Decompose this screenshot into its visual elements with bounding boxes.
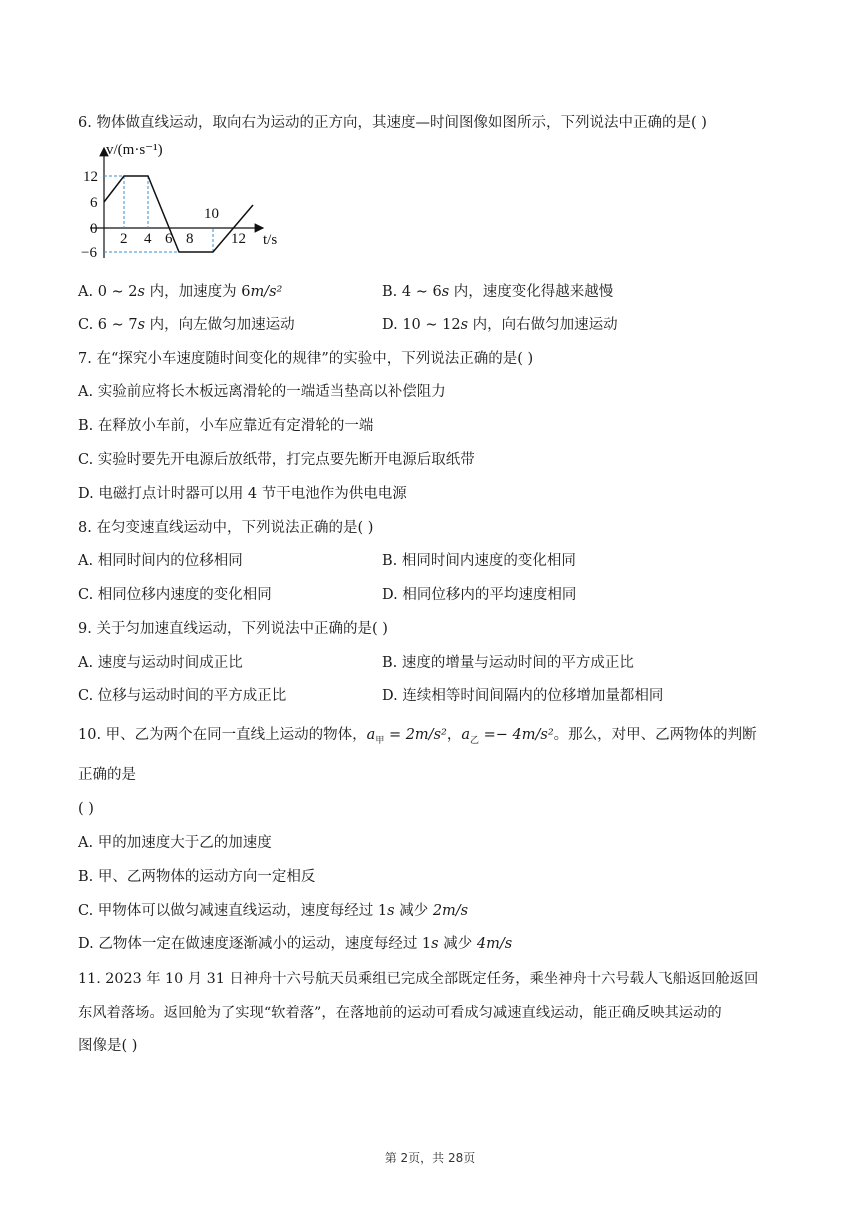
q8-option-d[interactable]: D. 相同位移内的平均速度相同 — [382, 587, 577, 603]
x-axis-label: t/s — [263, 232, 278, 248]
q7-stem: 7. 在“探究小车速度随时间变化的规律”的实验中，下列说法正确的是( ) — [78, 351, 534, 367]
q10-paren: ( ) — [78, 801, 94, 817]
q11-line1: 11. 2023 年 10 月 31 日神舟十六号航天员乘组已完成全部既定任务，乘坐神舟十六号载人飞船返回舱返回 — [78, 971, 759, 987]
q9-option-d[interactable]: D. 连续相等时间间隔内的位移增加量都相同 — [382, 688, 664, 704]
q8-stem: 8. 在匀变速直线运动中，下列说法正确的是( ) — [78, 520, 374, 536]
y-tick-12: 12 — [83, 169, 98, 185]
q9-stem: 9. 关于匀加速直线运动，下列说法中正确的是( ) — [78, 621, 388, 637]
x-tick-6: 6 — [165, 231, 173, 247]
q7-option-d[interactable]: D. 电磁打点计时器可以用 4 节干电池作为供电电源 — [78, 486, 407, 502]
q8-option-a[interactable]: A. 相同时间内的位移相同 — [78, 553, 243, 569]
q10-stem: 10. 甲、乙为两个在同一直线上运动的物体，$a_甲 = 2m/s^2$，$a_乙 =- 4m/s^2$。那么，对甲、乙两物体的判断 — [78, 727, 757, 746]
q11-line3: 图像是( ) — [78, 1038, 138, 1054]
q6-option-b[interactable]: B. 4 ∼ 6s 内，速度变化得越来越慢 — [382, 284, 614, 300]
x-tick-2: 2 — [120, 231, 128, 247]
q6-stem: 6. 物体做直线运动，取向右为运动的正方向，其速度—时间图像如图所示，下列说法中正确的是( ) — [78, 115, 707, 131]
q7-option-b[interactable]: B. 在释放小车前，小车应靠近有定滑轮的一端 — [78, 418, 374, 434]
q6-option-a[interactable]: A. 0 ∼ 2s 内，加速度为 6m/s² — [78, 284, 283, 300]
y-tick-neg6: −6 — [81, 245, 97, 261]
page-footer: 第 2页，共 28页 — [384, 1151, 476, 1165]
q6-option-c[interactable]: C. 6 ∼ 7s 内，向左做匀加速运动 — [78, 317, 295, 333]
q7-option-c[interactable]: C. 实验时要先开电源后放纸带，打完点要先断开电源后取纸带 — [78, 452, 475, 468]
q9-option-c[interactable]: C. 位移与运动时间的平方成正比 — [78, 688, 287, 704]
q10-option-c[interactable]: C. 甲物体可以做匀减速直线运动，速度每经过 1s 减少 2m/s — [78, 903, 469, 919]
x-tick-8: 8 — [186, 231, 194, 247]
q10-option-d[interactable]: D. 乙物体一定在做速度逐渐减小的运动，速度每经过 1s 减少 4m/s — [78, 936, 513, 952]
velocity-time-graph — [78, 140, 278, 270]
x-tick-12: 12 — [231, 231, 246, 247]
x-tick-10: 10 — [204, 206, 219, 222]
q9-option-a[interactable]: A. 速度与运动时间成正比 — [78, 655, 243, 671]
q10-stem-line2: 正确的是 — [78, 767, 136, 783]
q9-option-b[interactable]: B. 速度的增量与运动时间的平方成正比 — [382, 655, 634, 671]
q8-option-c[interactable]: C. 相同位移内速度的变化相同 — [78, 587, 272, 603]
x-tick-4: 4 — [144, 231, 152, 247]
y-tick-0: 0 — [90, 221, 98, 237]
q10-option-a[interactable]: A. 甲的加速度大于乙的加速度 — [78, 835, 272, 851]
q10-option-b[interactable]: B. 甲、乙两物体的运动方向一定相反 — [78, 869, 316, 885]
y-axis-label: v/(m·s⁻¹) — [106, 142, 163, 158]
q8-option-b[interactable]: B. 相同时间内速度的变化相同 — [382, 553, 576, 569]
q6-option-d[interactable]: D. 10 ∼ 12s 内，向右做匀加速运动 — [382, 317, 618, 333]
q7-option-a[interactable]: A. 实验前应将长木板远离滑轮的一端适当垫高以补偿阻力 — [78, 384, 446, 400]
q11-line2: 东风着落场。返回舱为了实现“软着落”，在落地前的运动可看成匀减速直线运动，能正确反映其运动的 — [78, 1005, 722, 1021]
y-tick-6: 6 — [90, 195, 98, 211]
